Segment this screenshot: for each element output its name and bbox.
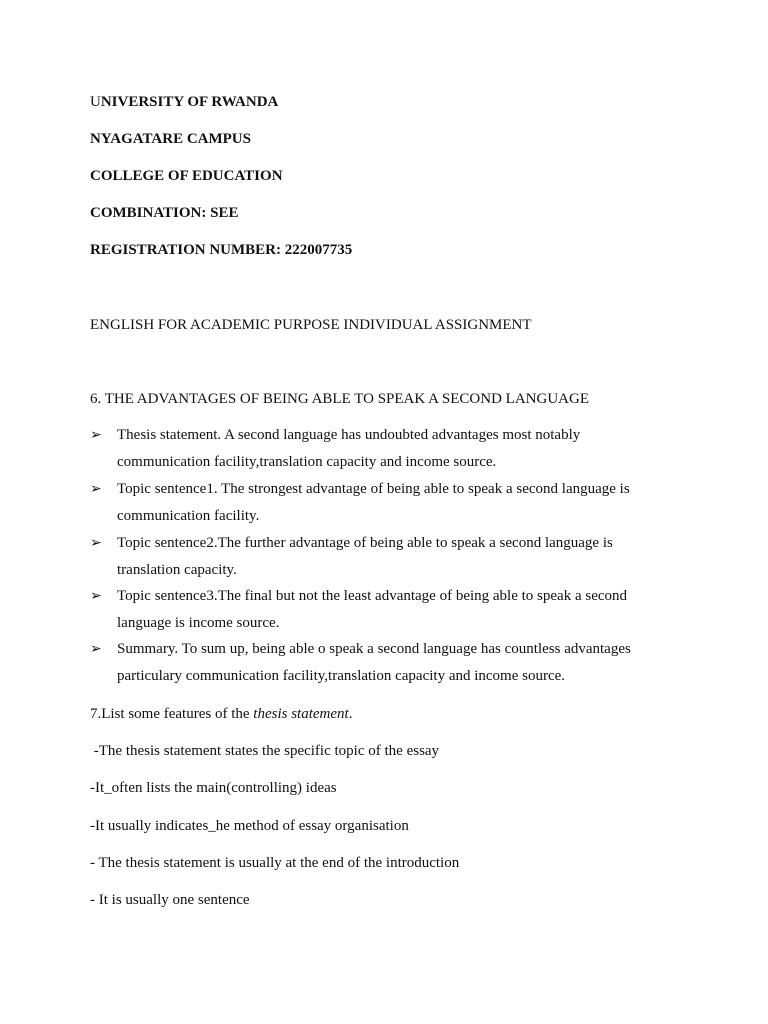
college-name: COLLEGE OF EDUCATION	[90, 168, 283, 184]
bullet-line: Summary. To sum up, being able o speak a second language has countless advantages	[117, 641, 631, 657]
feature-line: - It is usually one sentence	[90, 892, 250, 908]
feature-line: -It usually indicates_he method of essay organisation	[90, 818, 409, 834]
arrow-bullet-icon: ➢	[90, 535, 102, 551]
bullet-text	[117, 583, 647, 637]
feature-line: - The thesis statement is usually at the end of the introduction	[90, 855, 460, 871]
feature-line: -It_often lists the main(controlling) ideas	[90, 780, 337, 796]
registration-number: REGISTRATION NUMBER: 222007735	[90, 242, 353, 258]
bullet-line: Thesis statement. A second language has undoubted advantages most notably	[117, 427, 581, 443]
arrow-bullet-icon: ➢	[90, 427, 102, 443]
bullet-line: communication facility,translation capacity and income source.	[117, 454, 497, 470]
question7-emphasis: thesis statement	[253, 706, 349, 722]
bullet-line: Topic sentence2.The further advantage of being able to speak a second language is	[117, 535, 613, 551]
bullet-line: language is income source.	[117, 615, 280, 631]
university-name	[90, 92, 278, 112]
question7-suffix: .	[348, 706, 353, 722]
bullet-line: Topic sentence1. The strongest advantage of being able to speak a second language is	[117, 481, 630, 497]
arrow-bullet-icon: ➢	[90, 641, 102, 657]
bullet-text	[117, 422, 647, 476]
bullet-text	[117, 636, 647, 690]
bullet-text	[117, 530, 647, 584]
bullet-line: particulary communication facility,translation capacity and income source.	[117, 668, 566, 684]
question7-prefix: 7.List some features of the	[90, 706, 254, 722]
university-initial: U	[90, 94, 101, 110]
feature-line: -The thesis statement states the specific topic of the essay	[90, 743, 440, 759]
question6-heading: 6. THE ADVANTAGES OF BEING ABLE TO SPEAK A SECOND LANGUAGE	[90, 391, 589, 407]
bullet-line: translation capacity.	[117, 562, 237, 578]
question7-heading	[90, 704, 352, 724]
combination: COMBINATION: SEE	[90, 205, 239, 221]
assignment-title: ENGLISH FOR ACADEMIC PURPOSE INDIVIDUAL ASSIGNMENT	[90, 317, 532, 333]
campus-name: NYAGATARE CAMPUS	[90, 131, 251, 147]
bullet-line: Topic sentence3.The final but not the least advantage of being able to speak a second	[117, 588, 628, 604]
bullet-text	[117, 476, 647, 530]
bullet-line: communication facility.	[117, 508, 260, 524]
university-rest: NIVERSITY OF RWANDA	[100, 94, 279, 110]
arrow-bullet-icon: ➢	[90, 481, 102, 497]
arrow-bullet-icon: ➢	[90, 588, 102, 604]
